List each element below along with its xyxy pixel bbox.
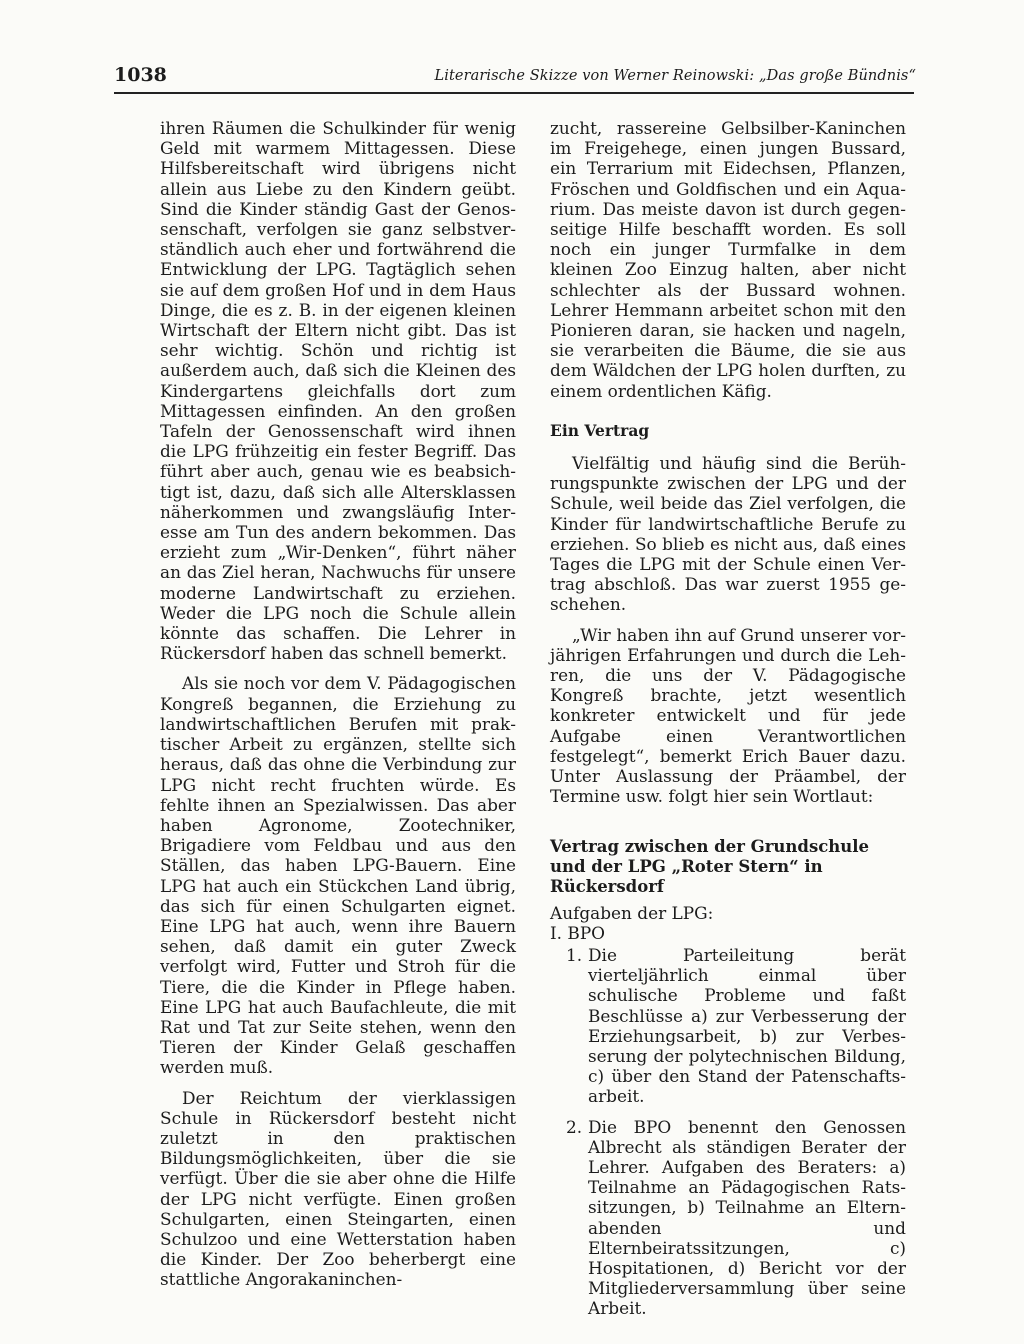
page-number: 1038 — [114, 64, 167, 86]
paragraph: Als sie noch vor dem V. Pädagogischen Kongreß begannen, die Erziehung zu landwirtschaftlichen Berufen mit praktischer Arbeit zu ergänzen, stellte sich heraus, daß das ohne die Verbindung zur LPG nicht recht fruchten würde. Es fehlte ihnen an Spezialwissen. Das aber haben Agronome, Zootechniker, Brigadiere vom Feldbau und aus den Ställen, das haben LPG-Bauern. Eine LPG hat auch ein Stückchen Land übrig, das sich für einen Schulgarten eignet. Eine LPG hat auch, wenn ihre Bauern sehen, daß damit ein guter Zweck verfolgt wird, Futter und Stroh für die Tiere, die die Kinder in Pflege haben. Eine LPG hat auch Baufachleute, die mit Rat und Tat zur Seite stehen, wenn den Tieren der Kinder Gelaß geschaffen werden muß. — [160, 673, 516, 1078]
running-title: Literarische Skizze von Werner Reinowski: „Das große Bündnis“ — [434, 68, 916, 84]
paragraph: zucht, rassereine Gelbsilber-Kaninchen im Freigehege, einen jungen Bussard, ein Terrarium mit Eidechsen, Pflanzen, Fröschen und Goldfischen und ein Aquarium. Das meiste davon ist durch gegenseitige Hilfe beschafft worden. Es soll noch ein junger Turmfalke in dem kleinen Zoo Einzug halten, aber nicht schlechter als der Bussard wohnen. Lehrer Hemmann arbeitet schon mit den Pionieren daran, sie hacken und nageln, sie verarbeiten die Bäume, die sie aus dem Wäldchen der LPG holen durften, zu einem ordentlichen Käfig. — [550, 118, 906, 401]
paragraph: Vielfältig und häufig sind die Berührungspunkte zwischen der LPG und der Schule, weil beide das Ziel verfolgen, die Kinder für landwirtschaftliche Berufe zu erziehen. So blieb es nicht aus, daß eines Tages die LPG mit der Schule einen Vertrag abschloß. Das war zuerst 1955 geschehen. — [550, 453, 906, 615]
list-item-text: Die Parteileitung berät vierteljährlich einmal über schulische Probleme und faßt Beschlüsse a) zur Verbesserung der Erziehungsarbeit, b) zur Verbesserung der polytechnischen Bildung, c) über den Stand der Patenschaftsarbeit. — [588, 944, 906, 1107]
right-column — [550, 118, 906, 1319]
bpo-label: I. BPO — [550, 922, 606, 943]
list-item-text: Die BPO benennt den Genossen Albrecht als ständigen Berater der Lehrer. Aufgaben des Beraters: a) Teilnahme an Pädagogischen Ratssitzungen, b) Teilnahme an Elternabenden und Elternbeiratssitzungen, c) Hospitationen, d) Bericht vor der Mitgliederversammlung über seine Arbeit. — [588, 1116, 906, 1319]
tasks-label: Aufgaben der LPG: — [550, 902, 714, 923]
contract-heading: Vertrag zwischen der Grundschule und der LPG „Roter Stern“ in Rückersdorf — [550, 836, 870, 896]
list-item-number: 1. — [566, 944, 583, 965]
section-heading: Ein Vertrag — [550, 420, 650, 440]
header-rule — [114, 92, 914, 94]
list-item — [550, 1117, 906, 1319]
left-column — [160, 118, 516, 1290]
list-item — [550, 945, 906, 1107]
list-item-number: 2. — [566, 1116, 583, 1137]
paragraph: ihren Räumen die Schulkinder für wenig Geld mit warmem Mittagessen. Diese Hilfsbereitschaft wird übrigens nicht allein aus Liebe zu den Kindern geübt. Sind die Kinder ständig Gast der Genossenschaft, verfolgen sie ganz selbstverständlich auch eher und fortwährend die Entwicklung der LPG. Tagtäglich sehen sie auf dem großen Hof und in dem Haus Dinge, die es z. B. in der eigenen kleinen Wirtschaft der Eltern nicht gibt. Das ist sehr wichtig. Schön und richtig ist außerdem auch, daß sich die Kleinen des Kindergartens gleichfalls dort zum Mittagessen einfinden. An den großen Tafeln der Genossenschaft wird ihnen die LPG frühzeitig ein fester Begriff. Das führt aber auch, genau wie es beabsichtigt ist, dazu, daß sich alle Altersklassen näherkommen und zwangsläufig Interesse am Tun des andern bekommen. Das erzieht zum „Wir-Denken“, führt näher an das Ziel heran, Nachwuchs für unsere moderne Landwirtschaft zu erziehen. Weder die LPG noch die Schule allein könnte das schaffen. Die Lehrer in Rückersdorf haben das schnell bemerkt. — [160, 118, 516, 664]
paragraph: Der Reichtum der vierklassigen Schule in Rückersdorf besteht nicht zuletzt in den praktischen Bildungsmöglichkeiten, über die sie verfügt. Über die sie aber ohne die Hilfe der LPG nicht verfügte. Einen großen Schulgarten, einen Steingarten, einen Schulzoo und eine Wetterstation haben die Kinder. Der Zoo beherbergt eine stattliche Angorakaninchen- — [160, 1087, 516, 1290]
paragraph: „Wir haben ihn auf Grund unserer vorjährigen Erfahrungen und durch die Lehren, die uns der V. Pädagogische Kongreß brachte, jetzt wesentlich konkreter entwickelt und für jede Aufgabe einen Verantwortlichen festgelegt“, bemerkt Erich Bauer dazu. Unter Auslassung der Präambel, der Termine usw. folgt hier sein Wortlaut: — [550, 624, 906, 807]
